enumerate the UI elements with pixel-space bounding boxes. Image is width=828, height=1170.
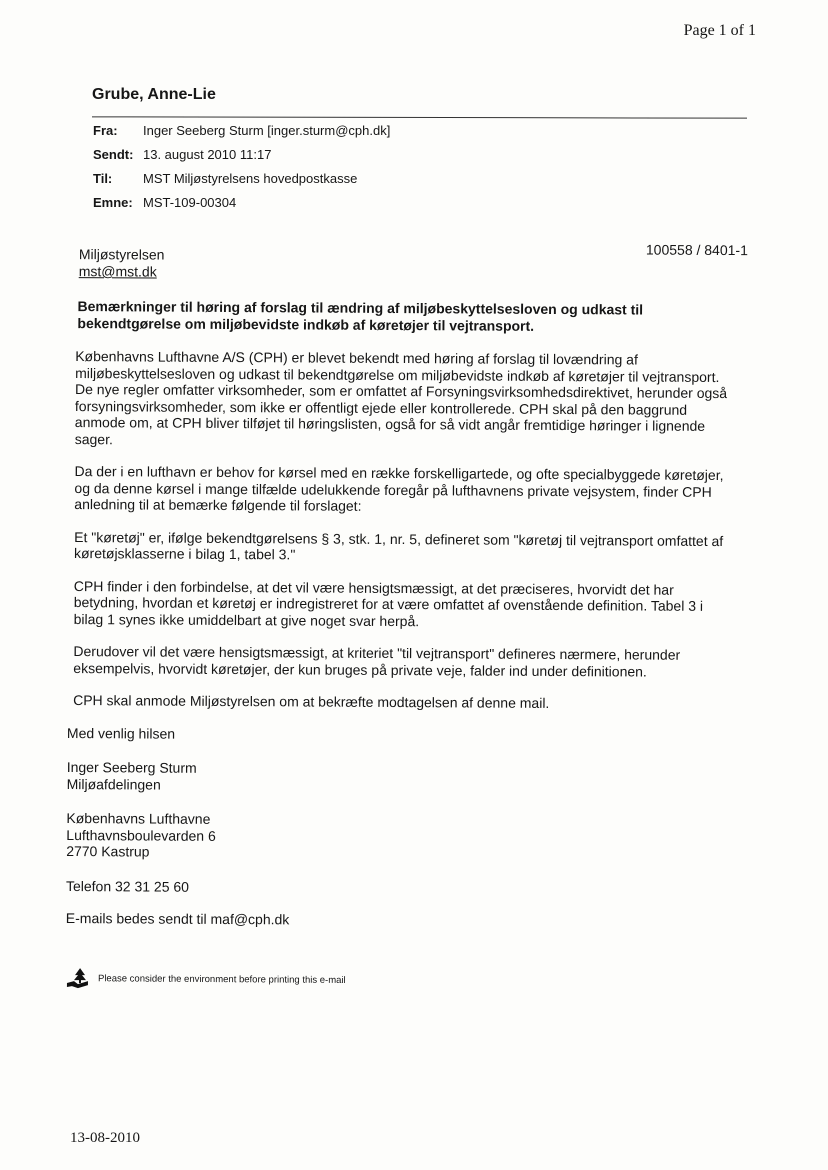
signature-name: Inger Seeberg Sturm — [66, 759, 197, 776]
paragraph-confirmation: CPH skal anmode Miljøstyrelsen om at bekræfte modtagelsen af denne mail. — [73, 692, 550, 711]
environment-notice — [66, 967, 346, 991]
address-block — [66, 810, 726, 864]
paragraph-background: Da der i en lufthavn er behov for kørsel med en række forskelligartede, og ofte specialbyggede køretøjer, og da denne kørsel i mange tilfælde udelukkende foregår på lufthavnens private vejsystem, finder CPH anledning til at bemærke følgende til forslaget: — [74, 463, 724, 514]
address-city: 2770 Kastrup — [66, 843, 150, 860]
address-company: Københavns Lufthavne — [66, 810, 211, 827]
sent-value: 13. august 2010 11:17 — [143, 147, 272, 162]
subject-row — [93, 195, 390, 219]
paragraph-intro: Københavns Lufthavne A/S (CPH) er blevet bekendt med høring af forslag til lovændring af miljøbeskyttelsesloven og udkast til bekendtgørelse om miljøbevidste indkøb af køretøjer til vejtransport. De nye regler omfatter virksomheder, som er omfattet af Forsyningsvirksomhedsdirektivet, herunder også forsyningsvirksomheder, som ikke er offentligt ejede eller kontrollerede. CPH skal på den baggrund anmode om, at CPH bliver tilføjet til høringslisten, også for så vidt angår fremtidige høringer i lignende sager. — [74, 348, 728, 447]
case-reference: 100558 / 8401-1 — [645, 241, 748, 259]
paragraph-definition: Et "køretøj" er, ifølge bekendtgørelsens § 3, stk. 1, nr. 5, defineret som "køretøj til vejtransport omfattet af køretøjsklasserne i bilag 1, tabel 3." — [73, 528, 724, 563]
tree-icon — [66, 967, 90, 989]
from-row — [93, 123, 390, 147]
signature-department: Miljøafdelingen — [66, 775, 161, 793]
to-label: Til: — [93, 171, 113, 186]
sent-row — [93, 147, 390, 171]
from-value: Inger Seeberg Sturm [inger.sturm@cph.dk] — [143, 123, 391, 138]
signature-block — [67, 759, 727, 796]
address-street: Lufthavnsboulevarden 6 — [66, 826, 216, 844]
recipient-block — [66, 232, 756, 286]
page-number: Page 1 of 1 — [683, 22, 756, 39]
email-header — [93, 123, 390, 219]
subject-label: Emne: — [93, 195, 133, 210]
email-note: E-mails bedes sendt til maf@cph.dk — [65, 910, 290, 928]
environment-notice-text: Please consider the environment before printing this e-mail — [97, 972, 346, 986]
mailbox-owner-name: Grube, Anne-Lie — [92, 86, 216, 103]
print-date: 13-08-2010 — [70, 1130, 140, 1146]
paragraph-road-transport: Derudover vil det være hensigtsmæssigt, at kriteriet "til vejtransport" defineres nærmere, herunder eksempelvis, hvorvidt køretøjer, der kun bruges på private veje, falder ind under definitionen. — [73, 643, 681, 680]
header-divider — [92, 116, 747, 118]
sent-label: Sendt: — [93, 147, 134, 162]
to-value: MST Miljøstyrelsens hovedpostkasse — [143, 171, 358, 186]
to-row — [93, 171, 390, 195]
recipient-name: Miljøstyrelsen — [78, 246, 165, 263]
letter-subject: Bemærkninger til høring af forslag til ændring af miljøbeskyttelsesloven og udkast til bekendtgørelse om miljøbevidste indkøb af køretøjer til vejtransport. — [77, 298, 644, 334]
recipient-email: mst@mst.dk — [78, 263, 157, 280]
subject-value: MST-109-00304 — [143, 195, 237, 210]
paragraph-registration: CPH finder i den forbindelse, at det vil være hensigtsmæssigt, at det præciseres, hvorvidt det har betydning, hvordan et køretøj er indregistreret for at være omfattet af ovenstående definition. Tabel 3 i bilag 1 synes ikke umiddelbart at give noget svar herpå. — [73, 577, 704, 629]
phone: Telefon 32 31 25 60 — [65, 877, 190, 895]
letter-body — [62, 232, 756, 931]
closing: Med venlig hilsen — [66, 724, 176, 742]
from-label: Fra: — [93, 123, 118, 138]
